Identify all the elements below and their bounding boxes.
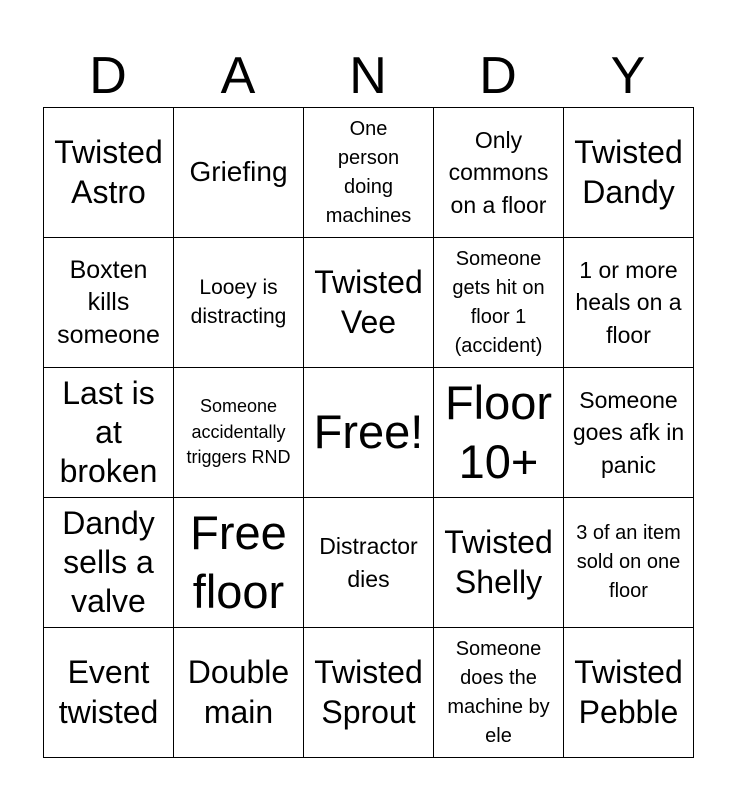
bingo-cell[interactable] bbox=[564, 498, 694, 628]
cell-label: Free floor bbox=[190, 505, 287, 618]
bingo-cell[interactable] bbox=[434, 368, 564, 498]
header-letter-n: N bbox=[349, 47, 387, 105]
cell-label: Twisted Vee bbox=[314, 264, 423, 340]
bingo-cell[interactable] bbox=[174, 628, 304, 758]
cell-label: Dandy sells a valve bbox=[62, 504, 155, 620]
cell-label: Twisted Astro bbox=[54, 134, 163, 210]
cell-label: One person doing machines bbox=[325, 117, 412, 227]
cell-label: Someone goes afk in panic bbox=[572, 387, 685, 478]
bingo-cell[interactable] bbox=[564, 628, 694, 758]
free-space[interactable] bbox=[304, 368, 434, 498]
cell-label: Distractor dies bbox=[319, 533, 418, 592]
bingo-cell[interactable] bbox=[564, 108, 694, 238]
bingo-cell[interactable] bbox=[44, 238, 174, 368]
cell-label: Twisted Dandy bbox=[574, 134, 683, 210]
bingo-cell[interactable] bbox=[304, 628, 434, 758]
bingo-cell[interactable] bbox=[174, 238, 304, 368]
bingo-cell[interactable] bbox=[174, 498, 304, 628]
cell-label: 1 or more heals on a floor bbox=[575, 257, 682, 348]
bingo-cell[interactable] bbox=[44, 368, 174, 498]
cell-label: Twisted Pebble bbox=[574, 654, 683, 730]
bingo-cell[interactable] bbox=[304, 238, 434, 368]
cell-label: Someone gets hit on floor 1 (accident) bbox=[452, 247, 545, 357]
cell-label: Last is at broken bbox=[59, 374, 158, 490]
bingo-cell[interactable] bbox=[434, 498, 564, 628]
cell-label: Looey is distracting bbox=[190, 275, 287, 328]
header-letter-a: A bbox=[220, 47, 256, 105]
bingo-board bbox=[43, 107, 694, 758]
bingo-cell[interactable] bbox=[174, 368, 304, 498]
cell-label: Boxten kills someone bbox=[57, 255, 160, 349]
cell-label: Floor 10+ bbox=[444, 375, 553, 488]
cell-label: Only commons on a floor bbox=[448, 127, 549, 218]
bingo-cell[interactable] bbox=[564, 238, 694, 368]
bingo-cell[interactable] bbox=[564, 368, 694, 498]
cell-label: Someone does the machine by ele bbox=[447, 637, 550, 747]
cell-label: Twisted Shelly bbox=[444, 524, 553, 600]
bingo-cell[interactable] bbox=[44, 108, 174, 238]
bingo-cell[interactable] bbox=[434, 108, 564, 238]
cell-label: 3 of an item sold on one floor bbox=[576, 522, 681, 602]
bingo-cell[interactable] bbox=[44, 498, 174, 628]
cell-label: Griefing bbox=[189, 156, 288, 188]
cell-label: Twisted Sprout bbox=[314, 654, 423, 730]
header-letter-y: Y bbox=[610, 47, 646, 105]
bingo-header bbox=[43, 44, 693, 108]
header-letter-d: D bbox=[89, 47, 127, 105]
bingo-cell[interactable] bbox=[434, 628, 564, 758]
header-letter-d: D bbox=[479, 47, 517, 105]
cell-label: Event twisted bbox=[58, 654, 159, 730]
bingo-cell[interactable] bbox=[434, 238, 564, 368]
bingo-cell[interactable] bbox=[174, 108, 304, 238]
cell-label: Someone accidentally triggers RND bbox=[186, 396, 291, 468]
cell-label: Free! bbox=[313, 405, 424, 459]
bingo-cell[interactable] bbox=[44, 628, 174, 758]
bingo-cell[interactable] bbox=[304, 498, 434, 628]
cell-label: Double main bbox=[187, 654, 290, 730]
bingo-cell[interactable] bbox=[304, 108, 434, 238]
